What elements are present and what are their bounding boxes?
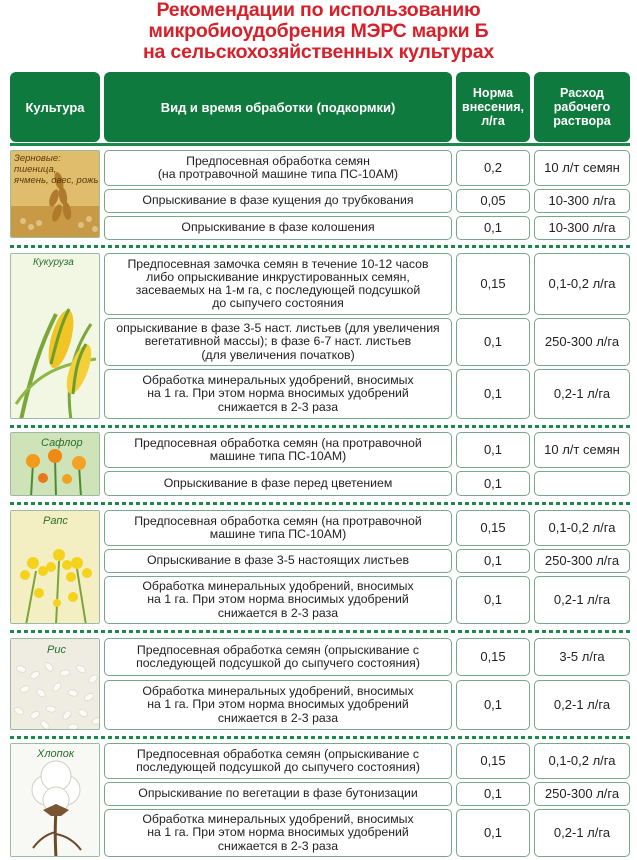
- grain-row-1-treatment: Предпосевная обработка семян (на протравочной машине типа ПС-10АМ): [104, 150, 452, 186]
- cotton-row-1-rate: 0,15: [456, 743, 530, 779]
- corn-row-1-rate: 0,15: [456, 253, 530, 315]
- page-title: [0, 0, 637, 63]
- rapeseed-row-3-consumption: 0,2-1 л/га: [534, 576, 630, 624]
- corn-row-3-rate: 0,1: [456, 369, 530, 419]
- corn-icon: [11, 254, 100, 419]
- grain-row-3-treatment: Опрыскивание в фазе колошения: [104, 216, 452, 240]
- grain-row-2-rate: 0,05: [456, 189, 530, 213]
- rapeseed-row-2-consumption: 250-300 л/га: [534, 549, 630, 573]
- separator: [10, 245, 630, 248]
- rapeseed-icon: [11, 511, 100, 624]
- rapeseed-row-1-consumption: 0,1-0,2 л/га: [534, 510, 630, 546]
- rice-row-1-treatment: Предпосевная обработка семян (опрыскивание с последующей подсушкой до сыпучего состояния): [104, 638, 452, 676]
- grain-row-3-rate: 0,1: [456, 216, 530, 240]
- header-crop: Культура: [10, 72, 100, 142]
- rice-row-2-consumption: 0,2-1 л/га: [534, 680, 630, 730]
- corn-row-1-treatment: Предпосевная замочка семян в течение 10-12 часов либо опрыскивание инкрустированных семян, засеваемых на 1-м га, с последующей подсушкой до сыпучего состояния: [104, 253, 452, 315]
- title-line-3: на сельскохозяйственных культурах: [142, 41, 495, 63]
- safflower-row-1-treatment: Предпосевная обработка семян (на протравочной машине типа ПС-10АМ): [104, 432, 452, 468]
- grain-row-1-consumption: 10 л/т семян: [534, 150, 630, 186]
- safflower-row-2-consumption: [534, 471, 630, 496]
- cotton-row-3-treatment: Обработка минеральных удобрений, вносимых на 1 га. При этом норма вносимых удобрений снижается в 2-3 раза: [104, 809, 452, 857]
- crop-label-cotton: Хлопок: [37, 748, 75, 760]
- cotton-row-1-consumption: 0,1-0,2 л/га: [534, 743, 630, 779]
- separator: [10, 736, 630, 739]
- header-treatment: Вид и время обработки (подкормки): [104, 72, 452, 142]
- rapeseed-row-1-treatment: Предпосевная обработка семян (на протравочной машине типа ПС-10АМ): [104, 510, 452, 546]
- grain-row-1-rate: 0,2: [456, 150, 530, 186]
- corn-row-3-treatment: Обработка минеральных удобрений, вносимых на 1 га. При этом норма вносимых удобрений снижается в 2-3 раза: [104, 369, 452, 419]
- rice-row-2-treatment: Обработка минеральных удобрений, вносимых на 1 га. При этом норма вносимых удобрений снижается в 2-3 раза: [104, 680, 452, 730]
- grain-row-2-treatment: Опрыскивание в фазе кущения до трубкования: [104, 189, 452, 213]
- rapeseed-row-3-treatment: Обработка минеральных удобрений, вносимых на 1 га. При этом норма вносимых удобрений снижается в 2-3 раза: [104, 576, 452, 624]
- grain-row-2-consumption: 10-300 л/га: [534, 189, 630, 213]
- crop-image-safflower: [10, 432, 100, 496]
- separator: [10, 143, 630, 146]
- rice-row-1-consumption: 3-5 л/га: [534, 638, 630, 676]
- crop-image-grain: [10, 150, 100, 238]
- rice-row-1-rate: 0,15: [456, 638, 530, 676]
- separator: [10, 425, 630, 428]
- header-rate: Норма внесения, л/га: [456, 72, 530, 142]
- cotton-row-3-rate: 0,1: [456, 809, 530, 857]
- corn-row-2-consumption: 250-300 л/га: [534, 318, 630, 366]
- cotton-row-1-treatment: Предпосевная обработка семян (опрыскивание с последующей подсушкой до сыпучего состояния): [104, 743, 452, 779]
- header-consumption: Расход рабочего раствора: [534, 72, 630, 142]
- safflower-row-1-consumption: 10 л/т семян: [534, 432, 630, 468]
- corn-row-2-treatment: опрыскивание в фазе 3-5 наст. листьев (для увеличения вегетативной массы); в фазе 6-7 наст. листьев (для увеличения початков): [104, 318, 452, 366]
- rapeseed-row-2-rate: 0,1: [456, 549, 530, 573]
- crop-label-rice: Рис: [47, 644, 66, 656]
- corn-row-3-consumption: 0,2-1 л/га: [534, 369, 630, 419]
- separator: [10, 502, 630, 505]
- cotton-row-2-treatment: Опрыскивание по вегетации в фазе бутонизации: [104, 782, 452, 806]
- crop-image-cotton: [10, 743, 100, 857]
- rapeseed-row-1-rate: 0,15: [456, 510, 530, 546]
- crop-image-rapeseed: [10, 510, 100, 624]
- crop-label-grain: Зерновые: пшеница, ячмень, овес, рожь: [14, 153, 99, 186]
- safflower-row-2-treatment: Опрыскивание в фазе перед цветением: [104, 471, 452, 496]
- crop-label-rapeseed: Рапс: [43, 515, 68, 527]
- safflower-row-2-rate: 0,1: [456, 471, 530, 496]
- rice-row-2-rate: 0,1: [456, 680, 530, 730]
- crop-image-corn: [10, 253, 100, 419]
- title-line-1: Рекомендации по использованию: [156, 0, 481, 21]
- rapeseed-row-3-rate: 0,1: [456, 576, 530, 624]
- crop-image-rice: [10, 638, 100, 730]
- corn-row-2-rate: 0,1: [456, 318, 530, 366]
- grain-row-3-consumption: 10-300 л/га: [534, 216, 630, 240]
- cotton-row-2-consumption: 250-300 л/га: [534, 782, 630, 806]
- cotton-row-3-consumption: 0,2-1 л/га: [534, 809, 630, 857]
- safflower-row-1-rate: 0,1: [456, 432, 530, 468]
- cotton-icon: [11, 744, 100, 857]
- crop-label-safflower: Сафлор: [41, 437, 83, 449]
- cotton-row-2-rate: 0,1: [456, 782, 530, 806]
- rapeseed-row-2-treatment: Опрыскивание в фазе 3-5 настоящих листьев: [104, 549, 452, 573]
- corn-row-1-consumption: 0,1-0,2 л/га: [534, 253, 630, 315]
- crop-label-corn: Кукуруза: [33, 257, 74, 268]
- title-line-2: микробиоудобрения МЭРС марки Б: [148, 20, 489, 42]
- separator: [10, 630, 630, 633]
